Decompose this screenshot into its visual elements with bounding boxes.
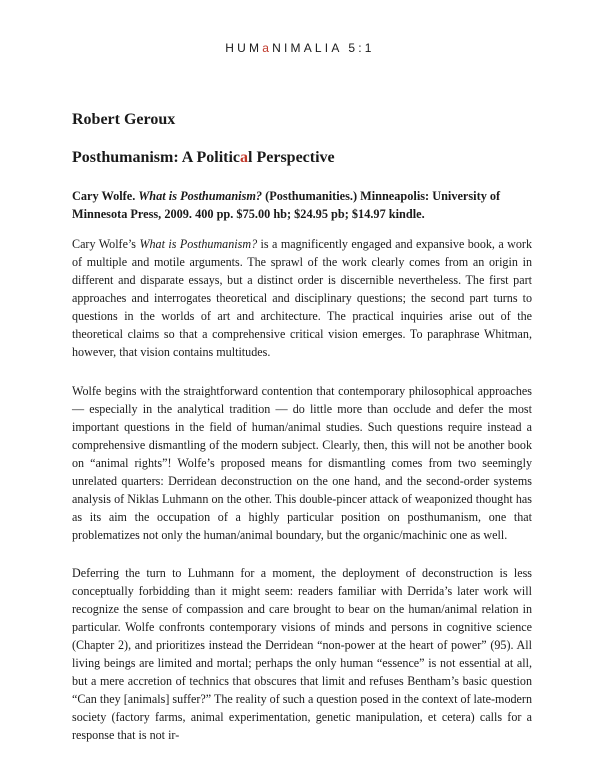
paragraph-text: is a magnificently engaged and expansive book, a work of multiple and motile arguments. The sprawl of the work clearly comes from an origin in different and disparate essays, but a distinct order is discernible nevertheless. The first part approaches and interrogates theoretical and disciplinary questions; the second part turns to questions in the worlds of art and architecture. The practical inquiries arise out of the theoretical claims so that a comprehensive critical vision emerges. To paraphrase Whitman, however, that vision contains multitudes. xyxy=(72,237,532,359)
author-name: Robert Geroux xyxy=(72,111,176,128)
body-paragraph-1 xyxy=(72,235,532,361)
paragraph-book-title: What is Posthumanism? xyxy=(139,237,258,251)
running-head-part: NIMALIA 5:1 xyxy=(272,41,375,55)
running-head xyxy=(0,41,600,55)
title-accent: a xyxy=(240,149,249,166)
body-paragraph-2: Wolfe begins with the straightforward contention that contemporary philosophical approaches — especially in the analytical tradition — do little more than occlude and defer the most important questions in the field of human/animal studies. Such questions require instead a comprehensive dismantling of the modern subject. Clearly, then, this will not be another book on “animal rights”! Wolfe’s proposed means for dismantling comes from two seemingly unrelated quarters: Derridean deconstruction on the one hand, and the second-order systems analysis of Niklas Luhmann on the other. This double-pincer attack of weaponized thought has as its aim the occupation of a highly particular position on posthumanism, one that problematizes not only the human/animal boundary, but the organic/machinic one as well. xyxy=(72,384,532,542)
paragraph-text: Cary Wolfe’s xyxy=(72,237,140,251)
body-paragraph-3: Deferring the turn to Luhmann for a moment, the deployment of deconstruction is less conceptually forbidding than it might seem: readers familiar with Derrida’s later work will recognize the sense of compassion and care brought to bear on the human/animal relation in particular. Wolfe confronts contemporary visions of minds and persons in cognitive science (Chapter 2), and prioritizes instead the Derridean “non-power at the heart of power” (95). All living beings are limited and mortal; perhaps the only human “essence” is not essential at all, but a mere accretion of technics that obscures that limit and refuses Bentham’s basic question “Can they [animals] suffer?” The reality of such a question posed in the context of late-modern society (factory farms, animal experimentation, genetic manipulation, et cetera) calls for a response that is not ir- xyxy=(72,566,532,742)
running-head-accent: a xyxy=(262,41,273,55)
title-part: Posthumanism: A Politic xyxy=(72,149,241,166)
article-title xyxy=(72,149,335,167)
title-part: l Perspective xyxy=(248,149,335,166)
book-citation xyxy=(72,187,532,223)
running-head-part: HUM xyxy=(225,41,263,55)
citation-book-title: What is Posthumanism? xyxy=(138,189,263,203)
citation-author: Cary Wolfe. xyxy=(72,189,139,203)
citation-details: (Posthumanities.) Minneapolis: University of Minnesota Press, 2009. 400 pp. $75.00 hb; $24.95 pb; $14.97 kindle. xyxy=(72,189,501,221)
